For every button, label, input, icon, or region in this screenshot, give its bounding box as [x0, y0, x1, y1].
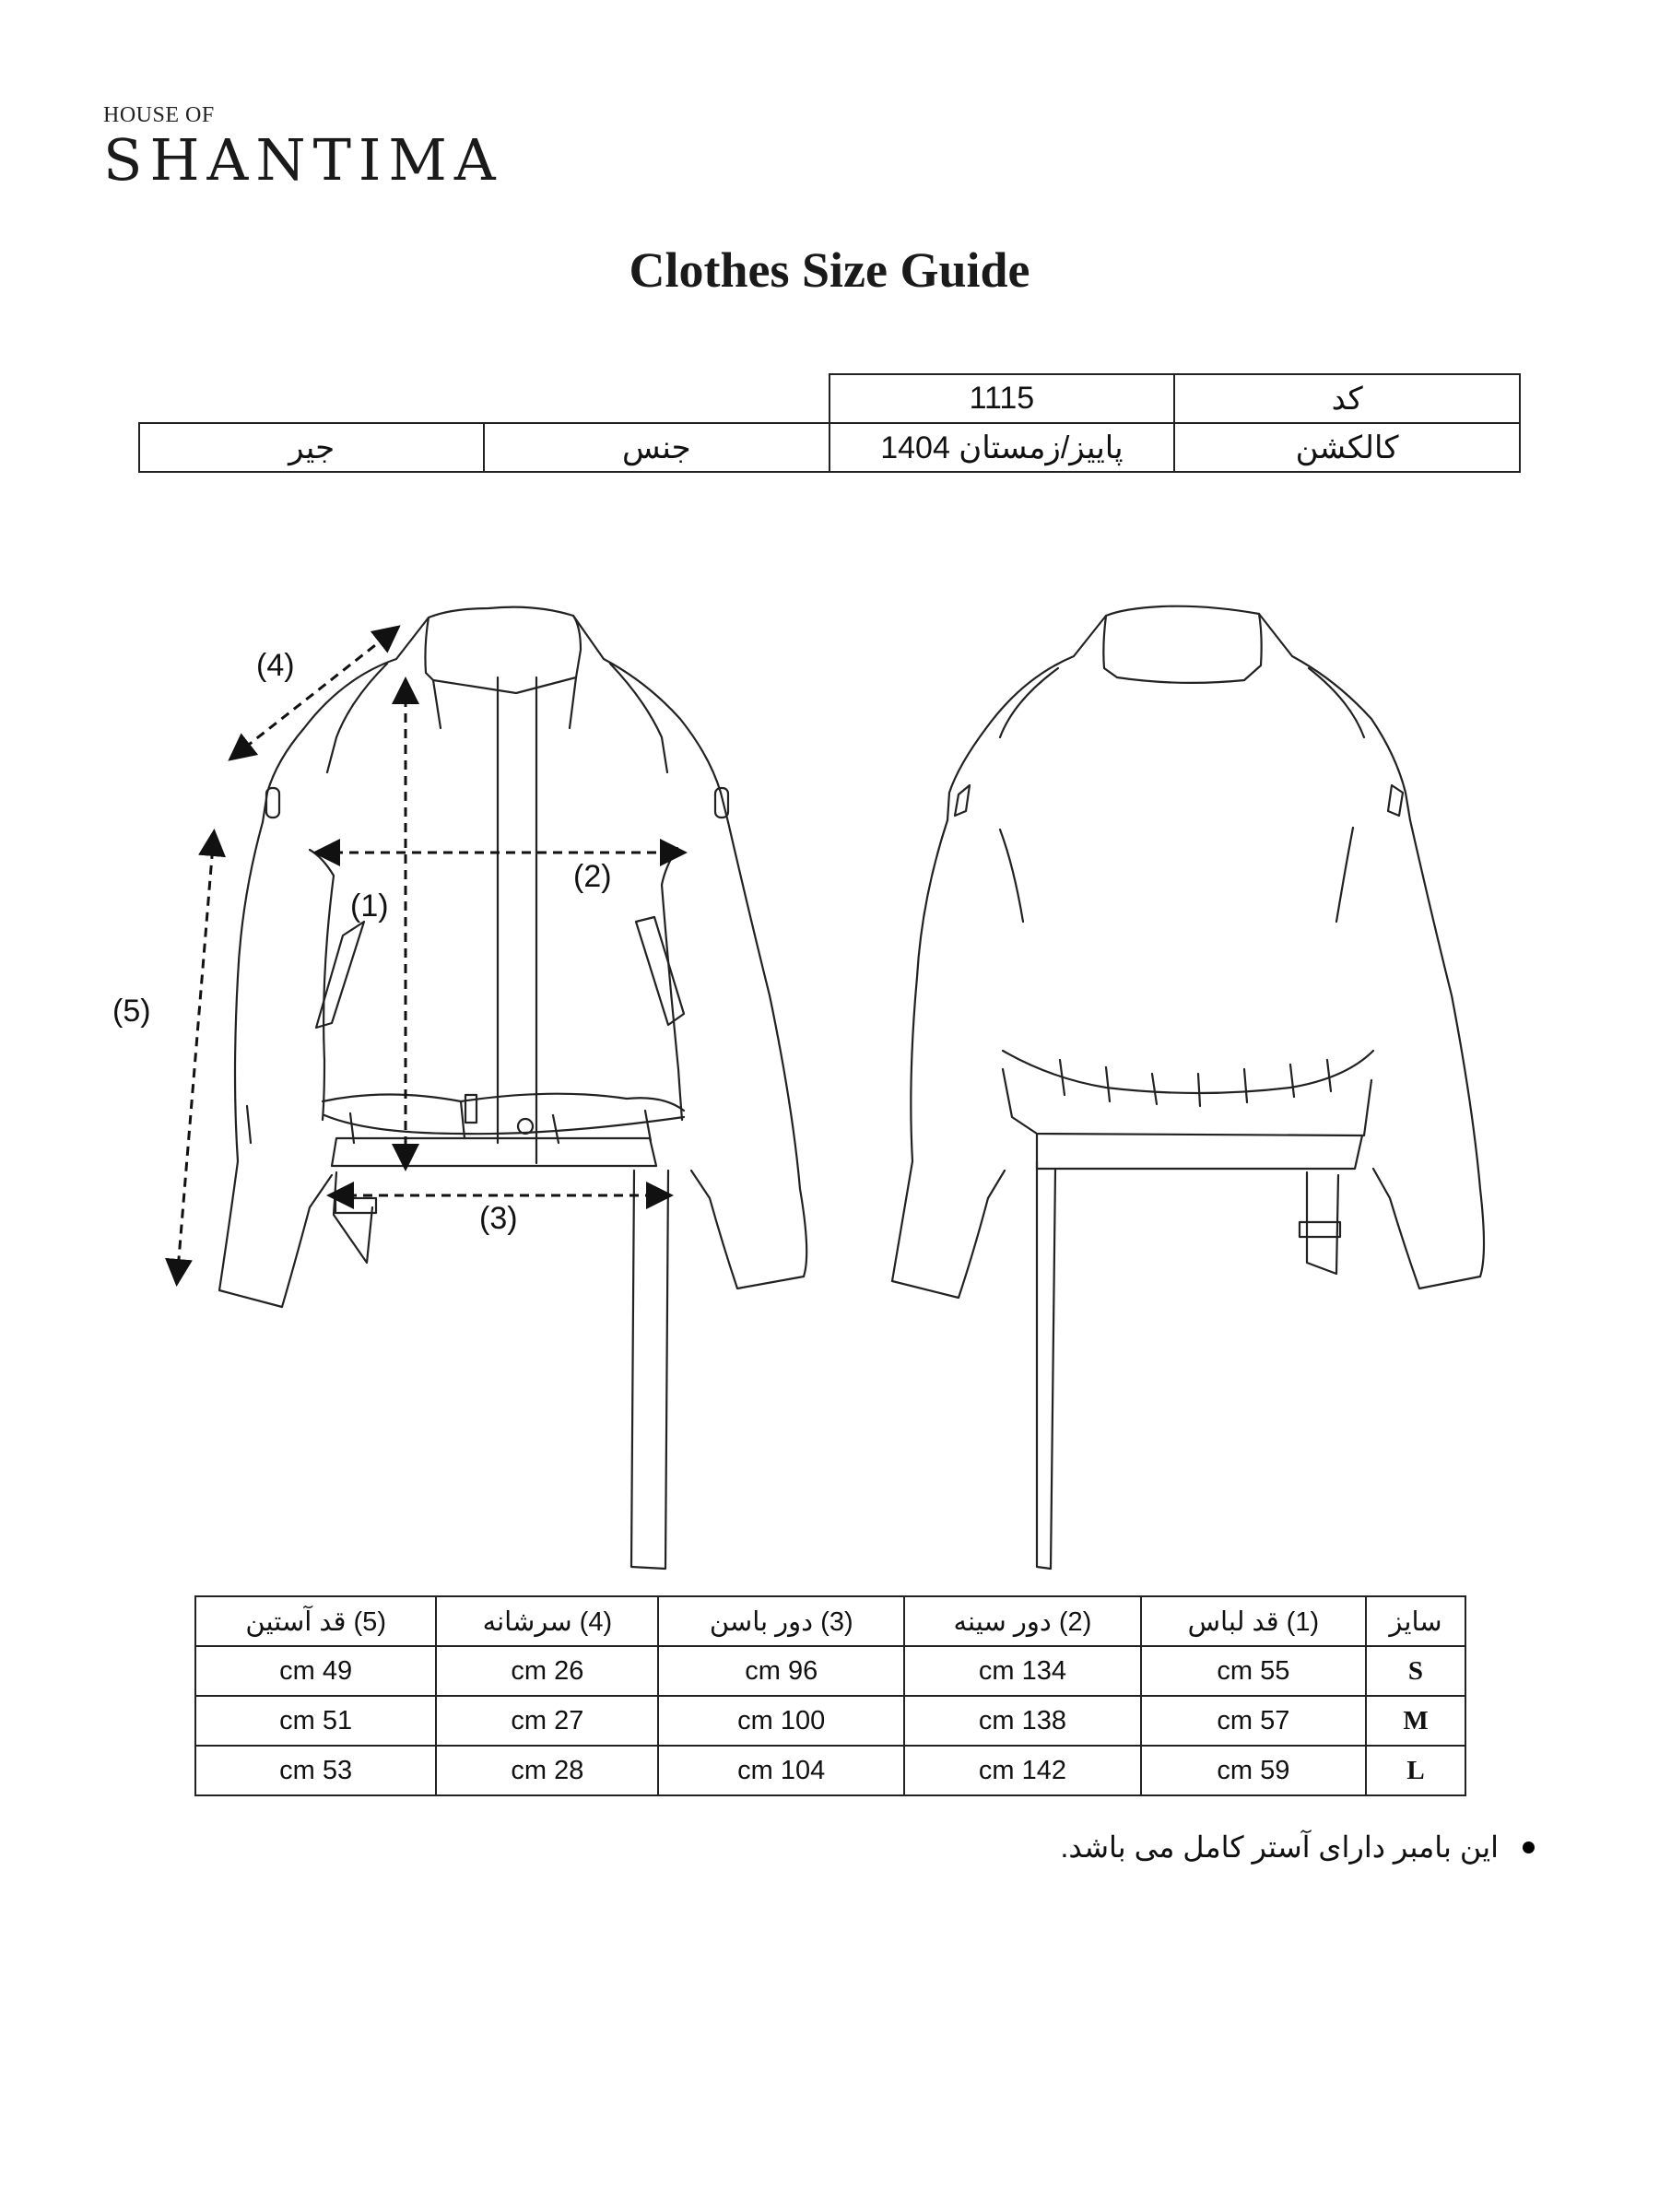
- table-row: [195, 1696, 1465, 1746]
- table-row: [195, 1746, 1465, 1795]
- size-cell: S: [1366, 1646, 1465, 1696]
- material-value: جیر: [139, 423, 484, 472]
- table-cell: 134 cm: [904, 1646, 1141, 1696]
- table-cell: 142 cm: [904, 1746, 1141, 1795]
- measure-label-4: (4): [256, 648, 295, 683]
- table-cell: 26 cm: [436, 1646, 658, 1696]
- measurement-guides: [177, 629, 682, 1281]
- table-cell: 57 cm: [1141, 1696, 1366, 1746]
- lining-note-text: این بامبر دارای آستر کامل می باشد.: [1060, 1830, 1499, 1864]
- table-cell: 28 cm: [436, 1746, 658, 1795]
- measure-label-3: (3): [479, 1201, 518, 1236]
- brand-logo-line1: HOUSE OF: [103, 103, 215, 127]
- table-cell: 53 cm: [195, 1746, 436, 1795]
- table-cell: 138 cm: [904, 1696, 1141, 1746]
- shoulder-col-header: (4) سرشانه: [436, 1596, 658, 1646]
- table-cell: 27 cm: [436, 1696, 658, 1746]
- table-cell: 55 cm: [1141, 1646, 1366, 1696]
- jacket-back-sketch: [892, 606, 1484, 1569]
- page-title: Clothes Size Guide: [629, 242, 1030, 298]
- length-col-header: (1) قد لباس: [1141, 1596, 1366, 1646]
- chest-col-header: (2) دور سینه: [904, 1596, 1141, 1646]
- table-row: [195, 1646, 1465, 1696]
- brand-logo-line2: SHANTIMA: [103, 126, 503, 194]
- collection-value: پاییز/زمستان 1404: [830, 423, 1175, 472]
- hip-col-header: (3) دور باسن: [658, 1596, 904, 1646]
- measure-label-2: (2): [573, 859, 612, 894]
- bullet-icon: [1523, 1841, 1535, 1853]
- table-cell: 59 cm: [1141, 1746, 1366, 1795]
- size-cell: L: [1366, 1746, 1465, 1795]
- lining-note: [1061, 1830, 1535, 1865]
- table-cell: 96 cm: [658, 1646, 904, 1696]
- table-cell: 49 cm: [195, 1646, 436, 1696]
- size-col-header: سایز: [1366, 1596, 1465, 1646]
- measure-label-1: (1): [350, 888, 389, 924]
- table-cell: 100 cm: [658, 1696, 904, 1746]
- table-cell: 51 cm: [195, 1696, 436, 1746]
- material-label: جنس: [484, 423, 829, 472]
- code-value: 1115: [830, 374, 1175, 423]
- table-cell: 104 cm: [658, 1746, 904, 1795]
- size-table-header: [195, 1596, 1465, 1646]
- code-label: کد: [1174, 374, 1520, 423]
- collection-label: کالکشن: [1174, 423, 1520, 472]
- size-table: [194, 1595, 1466, 1796]
- measure-label-5: (5): [112, 994, 151, 1029]
- size-cell: M: [1366, 1696, 1465, 1746]
- jacket-front-sketch: [219, 607, 806, 1569]
- sleeve-col-header: (5) قد آستین: [195, 1596, 436, 1646]
- arrow-sleeve: [177, 834, 214, 1281]
